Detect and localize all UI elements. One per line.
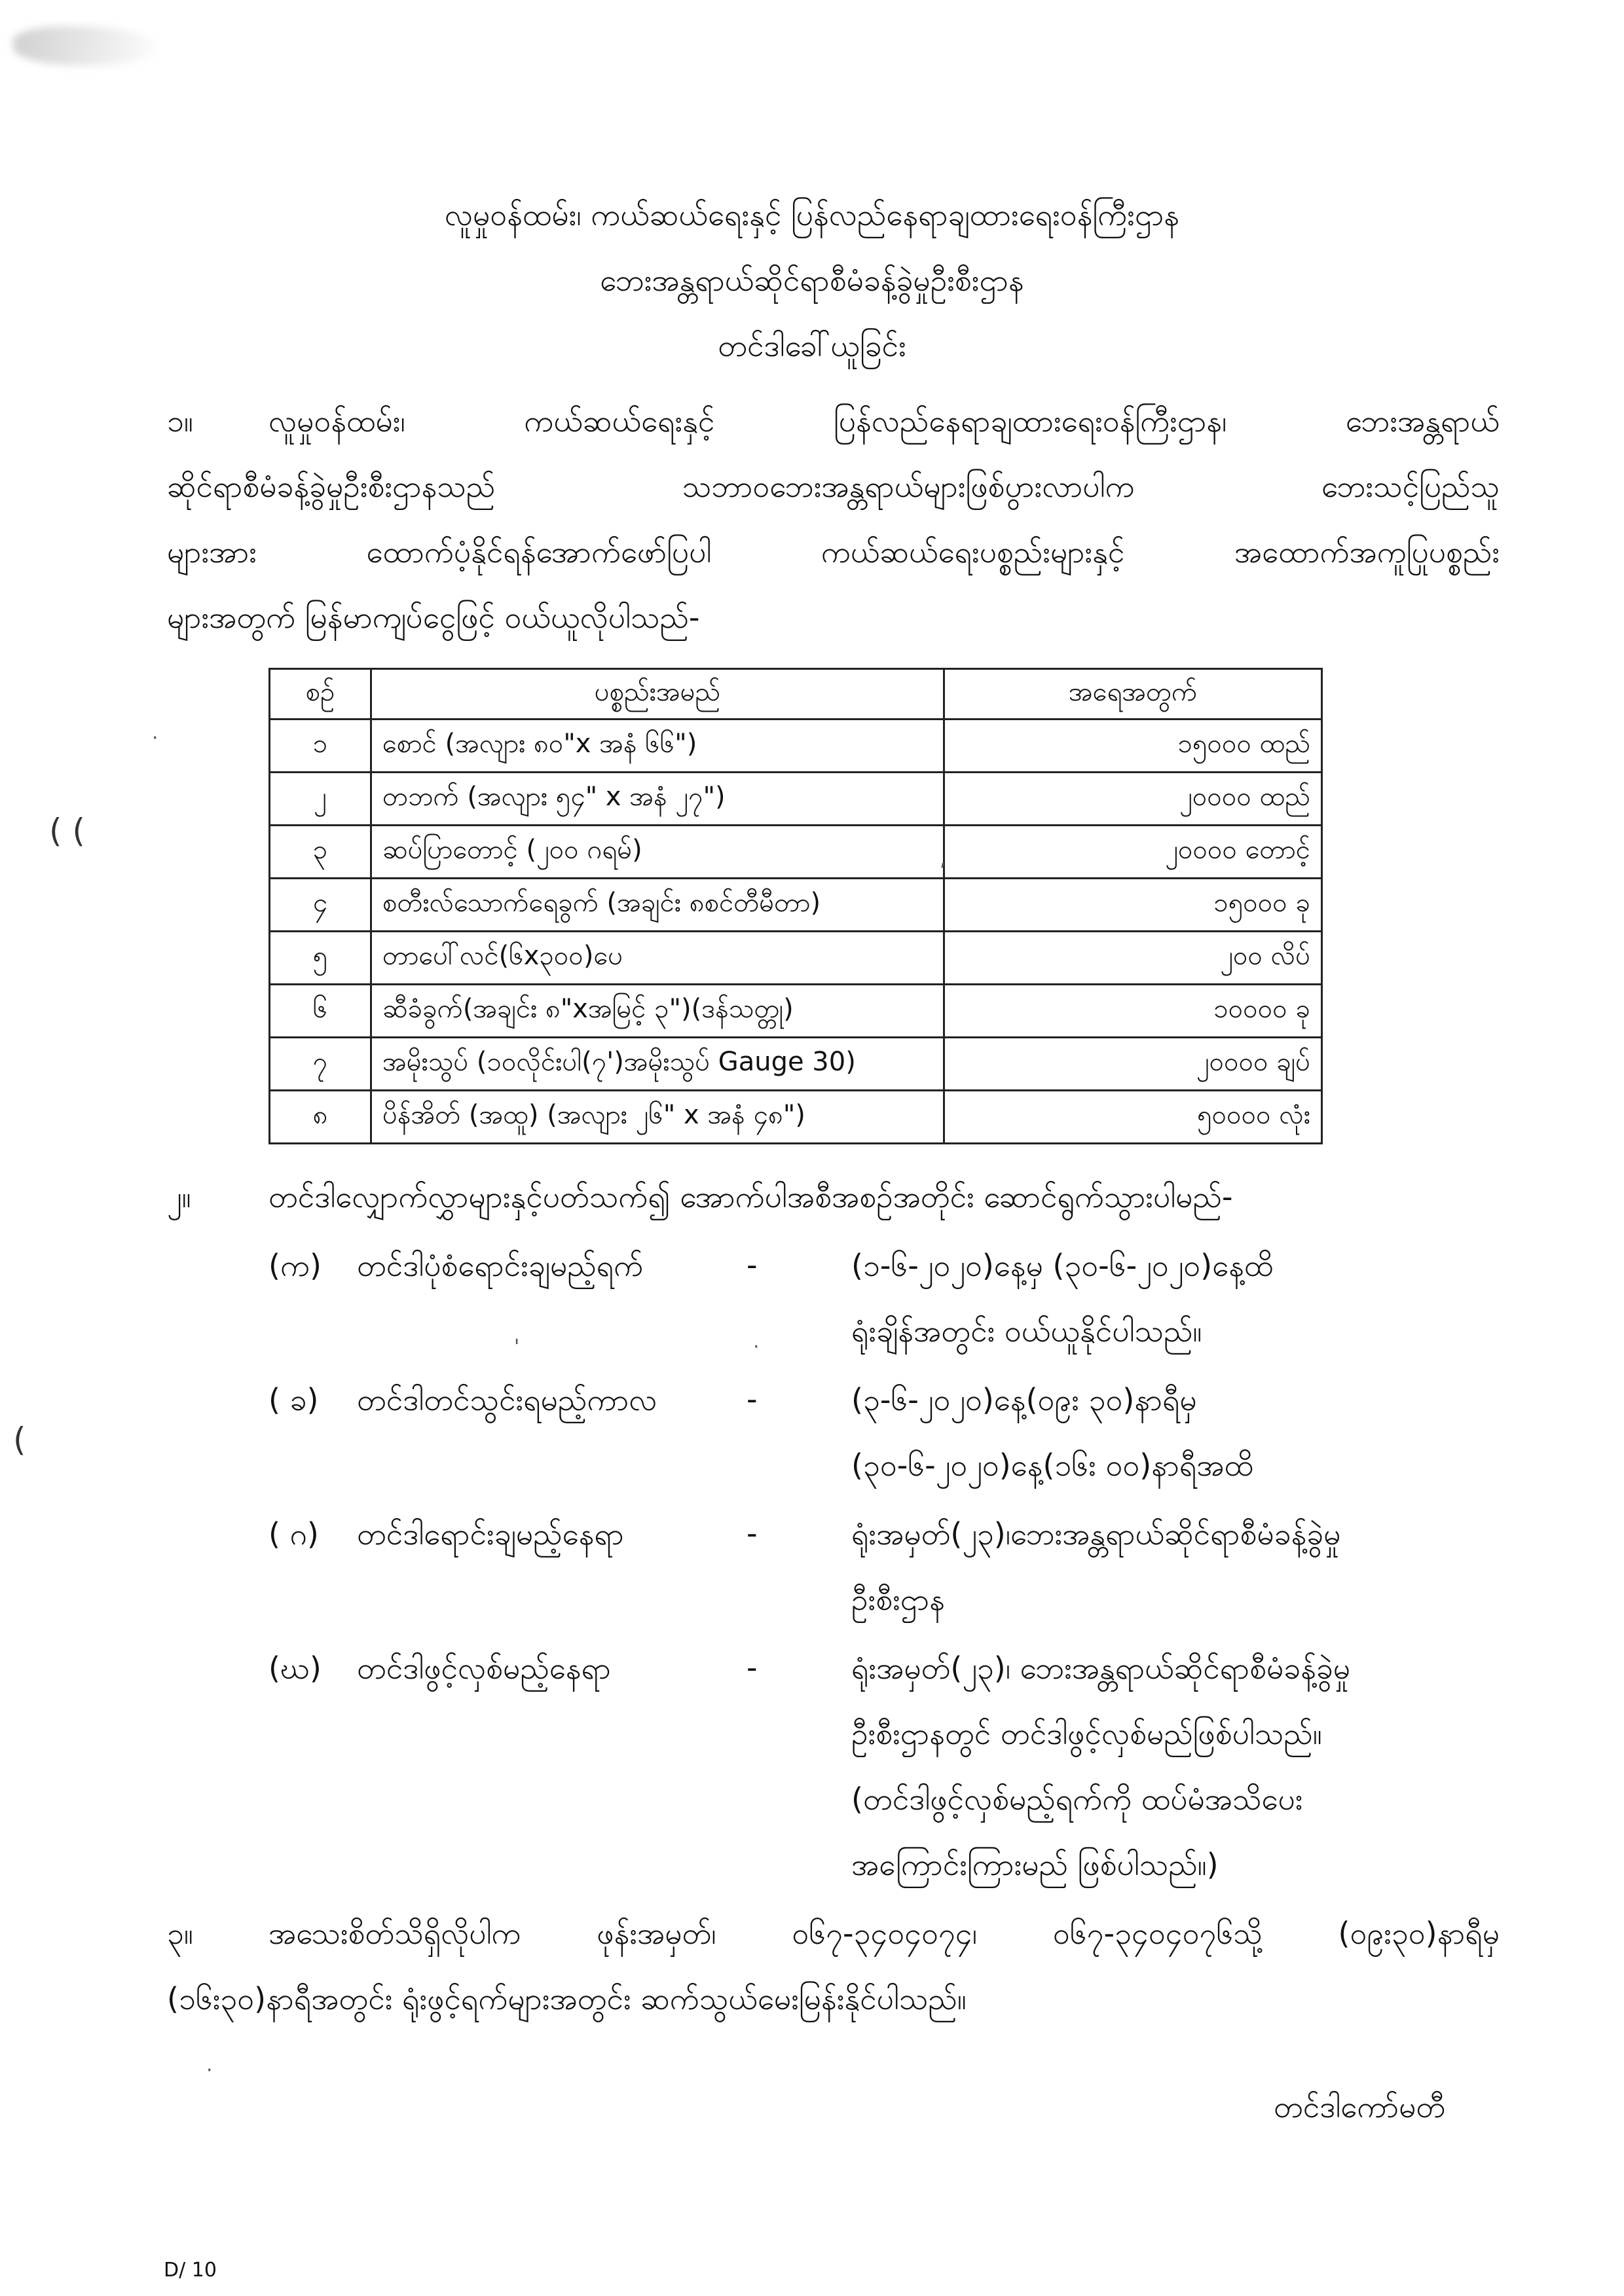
- item-d-value4: အကြောင်းကြားမည် ဖြစ်ပါသည်။): [851, 1847, 1219, 1882]
- row-name: ဆပ်ပြာတောင့် (၂၀၀ ဂရမ်): [371, 826, 944, 879]
- table-header-row: [270, 669, 1322, 720]
- table-row: [270, 773, 1322, 826]
- margin-mark: ( (: [49, 812, 85, 850]
- department-title: ဘေးအန္တရာယ်ဆိုင်ရာစီမံခန့်ခွဲမှုဦးစီးဌာန: [600, 263, 1024, 298]
- row-no: ၅: [270, 932, 371, 985]
- item-b-value2: (၃၀-၆-၂၀၂၀)နေ့(၁၆း ၀၀)နာရီအထိ: [851, 1448, 1253, 1483]
- table-row: [270, 1091, 1322, 1144]
- tender-heading: တင်ဒါခေါ်ယူခြင်း: [718, 328, 906, 363]
- row-qty: ၂၀၀၀၀ ချပ်: [944, 1038, 1322, 1091]
- item-b-title: တင်ဒါတင်သွင်းရမည့်ကာလ: [357, 1382, 657, 1417]
- item-b-label: ( ခ): [268, 1382, 319, 1417]
- table-row: [270, 932, 1322, 985]
- signature-committee: တင်ဒါကော်မတီ: [1274, 2089, 1446, 2124]
- row-no: ၄: [270, 879, 371, 932]
- table-row: [270, 879, 1322, 932]
- item-a-dash: -: [747, 1247, 758, 1283]
- row-qty: ၂၀၀၀၀ ထည်: [944, 773, 1322, 826]
- row-no: ၈: [270, 1091, 371, 1144]
- scan-speck: ·: [152, 727, 158, 750]
- row-name: ဆီခံခွက်(အချင်း ၈"xအမြင့် ၃")(ဒန်သတ္တု): [371, 985, 944, 1038]
- para1-line3: များအား ထောက်ပံ့နိုင်ရန်အောက်ဖော်ပြပါ ကယ်ဆယ်ရေးပစ္စည်းများနှင့် အထောက်အကူပြုပစ္စည်း: [167, 534, 1500, 570]
- item-d-label: (ဃ): [268, 1650, 322, 1686]
- item-b-value1: (၃-၆-၂၀၂၀)နေ့(၀၉း ၃၀)နာရီမှ: [851, 1382, 1197, 1417]
- col-header-qty: အရေအတွက်: [944, 669, 1322, 720]
- row-no: ၆: [270, 985, 371, 1038]
- table-row: [270, 985, 1322, 1038]
- para3-line2: (၁၆း၃၀)နာရီအတွင်း ရုံးဖွင့်ရက်များအတွင်း ဆက်သွယ်မေးမြန်းနိုင်ပါသည်။: [167, 1981, 967, 2016]
- items-table: [268, 668, 1323, 1144]
- scan-smudge: [13, 26, 157, 65]
- margin-mark: (: [13, 1421, 26, 1459]
- row-qty: ၁၅၀၀၀ ထည်: [944, 720, 1322, 773]
- item-a-value2: ရုံးချိန်အတွင်း ဝယ်ယူနိုင်ပါသည်။: [851, 1313, 1202, 1349]
- item-a-value1: (၁-၆-၂၀၂၀)နေ့မှ (၃၀-၆-၂၀၂၀)နေ့ထိ: [851, 1248, 1274, 1283]
- para2-intro: တင်ဒါလျှောက်လွှာများနှင့်ပတ်သက်၍ အောက်ပါအစီအစဉ်အတိုင်း ဆောင်ရွက်သွားပါမည်-: [268, 1179, 1233, 1214]
- table-row: [270, 1038, 1322, 1091]
- para1-line2: ဆိုင်ရာစီမံခန့်ခွဲမှုဦးစီးဌာနသည် သဘာဝဘေးအန္တရာယ်များဖြစ်ပွားလာပါက ဘေးသင့်ပြည်သူ: [167, 469, 1500, 504]
- row-qty: ၁၅၀၀၀ ခု: [944, 879, 1322, 932]
- item-c-label: ( ဂ): [268, 1516, 319, 1552]
- row-qty: ၅၀၀၀၀ လုံး: [944, 1091, 1322, 1144]
- para1-line1: လူမှုဝန်ထမ်း၊ ကယ်ဆယ်ရေးနှင့် ပြန်လည်နေရာချထားရေးဝန်ကြီးဌာန၊ ဘေးအန္တရာယ်: [268, 403, 1500, 439]
- table-row: [270, 826, 1322, 879]
- footer-code: D/ 10: [164, 2259, 217, 2282]
- row-no: ၇: [270, 1038, 371, 1091]
- row-qty: ၂၀၀၀၀ တောင့်: [944, 826, 1322, 879]
- col-header-name: ပစ္စည်းအမည်: [371, 669, 944, 720]
- table-row: [270, 720, 1322, 773]
- row-name: တဘက် (အလျား ၅၄" x အနံ ၂၇"): [371, 773, 944, 826]
- item-a-label: (က): [268, 1248, 322, 1283]
- item-c-value2: ဦးစီးဌာန: [851, 1582, 945, 1617]
- scan-speck: ·: [753, 1336, 760, 1358]
- item-c-value1: ရုံးအမှတ်(၂၃)၊ဘေးအန္တရာယ်ဆိုင်ရာစီမံခန့်ခွဲမှု: [851, 1516, 1341, 1552]
- item-d-dash: -: [747, 1650, 758, 1685]
- row-qty: ၁၀၀၀၀ ခု: [944, 985, 1322, 1038]
- para2-number: ၂။: [167, 1179, 191, 1214]
- ministry-title: လူမှုဝန်ထမ်း၊ ကယ်ဆယ်ရေးနှင့် ပြန်လည်နေရာချထားရေးဝန်ကြီးဌာန: [444, 197, 1180, 232]
- item-d-value3: (တင်ဒါဖွင့်လှစ်မည့်ရက်ကို ထပ်မံအသိပေး: [851, 1781, 1303, 1817]
- row-no: ၂: [270, 773, 371, 826]
- row-no: ၃: [270, 826, 371, 879]
- para1-number: ၁။: [167, 403, 193, 439]
- row-name: အမိုးသွပ် (၁၀လိုင်းပါ(၇')အမိုးသွပ် Gauge 30): [371, 1038, 944, 1091]
- row-no: ၁: [270, 720, 371, 773]
- item-b-dash: -: [747, 1381, 758, 1417]
- para1-line4: များအတွက် မြန်မာကျပ်ငွေဖြင့် ဝယ်ယူလိုပါသည်-: [167, 600, 700, 635]
- para3-number: ၃။: [167, 1916, 193, 1951]
- item-d-title: တင်ဒါဖွင့်လှစ်မည့်နေရာ: [357, 1650, 611, 1686]
- scan-speck: ·: [206, 2059, 213, 2082]
- scan-speck: ': [514, 1336, 520, 1358]
- row-name: ပိန်အိတ် (အထူ) (အလျား ၂၆" x အနံ ၄၈"): [371, 1091, 944, 1144]
- item-d-value1: ရုံးအမှတ်(၂၃)၊ ဘေးအန္တရာယ်ဆိုင်ရာစီမံခန့်ခွဲမှု: [851, 1650, 1351, 1686]
- item-c-dash: -: [747, 1516, 758, 1551]
- row-qty: ၂၀၀ လိပ်: [944, 932, 1322, 985]
- col-header-no: စဉ်: [270, 669, 371, 720]
- para3-line1: အသေးစိတ်သိရှိလိုပါက ဖုန်းအမှတ်၊ ၀၆၇-၃၄၀၄၀၇၄၊ ၀၆၇-၃၄၀၄၀၇၆သို့ (၀၉း၃၀)နာရီမှ: [268, 1916, 1500, 1951]
- row-name: စတီးလ်သောက်ရေခွက် (အချင်း ၈စင်တီမီတာ): [371, 879, 944, 932]
- row-name: တာပေါ်လင်(၆x၃၀၀)ပေ: [371, 932, 944, 985]
- scan-speck: ,: [940, 848, 946, 871]
- row-name: စောင် (အလျား ၈၀"x အနံ ၆၆"): [371, 720, 944, 773]
- item-c-title: တင်ဒါရောင်းချမည့်နေရာ: [357, 1516, 624, 1552]
- item-a-title: တင်ဒါပုံစံရောင်းချမည့်ရက်: [357, 1248, 644, 1283]
- item-d-value2: ဦးစီးဌာနတွင် တင်ဒါဖွင့်လှစ်မည်ဖြစ်ပါသည်။: [851, 1716, 1322, 1751]
